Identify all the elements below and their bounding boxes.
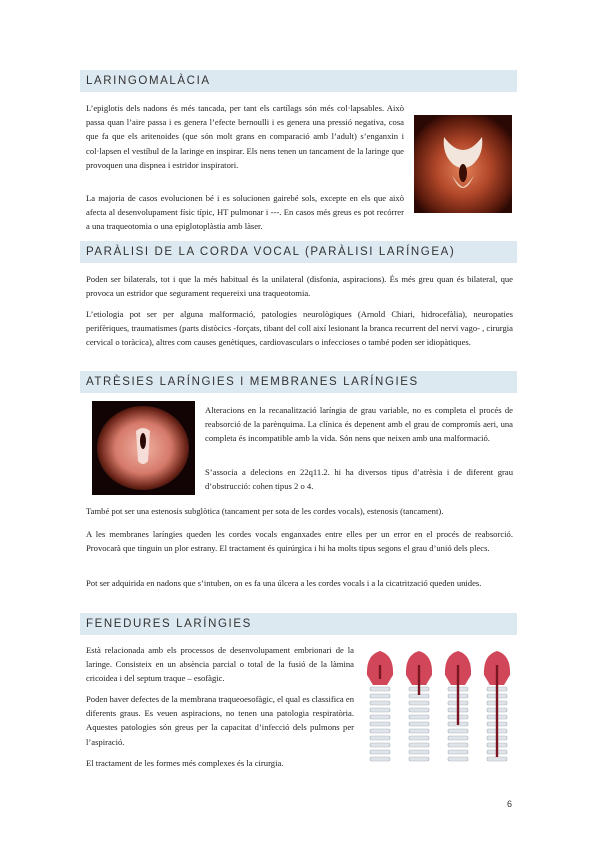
atresia-paragraph-2: S’associa a delecions en 22q11.2. hi ha diversos tipus d’atrèsia i de diferent grau d’obstrucció: cohen tipus 2 o 4.: [205, 467, 513, 492]
atresia-endoscopy-image: [92, 401, 195, 495]
atresia-paragraph-1: Alteracions en la recanalització laríngia de grau variable, no es completa el procés de reabsorció de la parènquima. La clínica és depenent amb el grau de compromís aeri, una completa és incompatible amb la vida. Són nens que neixen amb una malformació.: [205, 405, 513, 444]
cleft-paragraph-3: El tractament de les formes més complexes és la cirurgia.: [86, 758, 284, 768]
section-title-atresia: ATRÈSIES LARÍNGIES I MEMBRANES LARÍNGIES: [80, 371, 517, 393]
atresia-paragraph-4: A les membranes laríngies queden les cordes vocals enganxades entre elles per un error en el procés de reabsorció. Provocarà que tinguin un plor estrany. El tractament és quirúrgica i hi ha molts tipus segons el grau d’unió dels plecs.: [86, 529, 513, 554]
vocal-cord-paragraph-1: Poden ser bilaterals, tot i que la més habitual és la unilateral (disfonia, aspiracions). És més greu quan és bilateral, que provoca un estridor que segurament requereixi una traqueotomia.: [86, 274, 513, 299]
vocal-cord-paragraph-2: L’etiologia pot ser per alguna malformació, patologies neurològiques (Arnold Chiari, hidrocefàlia), neuropaties perifèriques, traumatismes (parts distòcics -forçats, tibant del coll així lesionant la branca recurrent del nervi vago- , cirurgia cervical o toràcica), altres com causes genètiques, cardiovasculars o infeccioses o també poden ser idiopàtiques.: [86, 309, 513, 348]
laryngomalacia-paragraph-2: La majoria de casos evolucionen bé i es solucionen gairebé sols, excepte en els que això afecta al desenvolupament físic típic, HT pulmonar i ---. En casos més greus es pot recórrer a una traqueotomia o una epiglotoplàstia amb làser.: [86, 193, 404, 232]
cleft-grade-figure: [406, 651, 432, 761]
cleft-grade-figure: [484, 651, 510, 761]
section-title-laryngomalacia: LARINGOMALÀCIA: [80, 70, 517, 92]
laryngomalacia-paragraph-1: L’epiglotis dels nadons és més tancada, per tant els cartílags són més col·lapsables. Això passa quan l’aire passa i es genera l’efecte bernoulli i es genera una pressió negativa, cosa que fa que els aritenoides (que són molt grans en comparació amb l’adult) s’enganxin i col·lapsen el vestíbul de la laringe en inspirar. Els nens tenen un tancament de la laringe que provoquen una dispnea i estridor inspiratori.: [86, 103, 404, 170]
section-title-vocal-cord-paralysis: PARÀLISI DE LA CORDA VOCAL (PARÀLISI LARÍNGEA): [80, 241, 517, 263]
section-title-laryngeal-clefts: FENEDURES LARÍNGIES: [80, 613, 517, 635]
page-number: 6: [507, 799, 513, 809]
atresia-paragraph-5: Pot ser adquirida en nadons que s’intuben, on es fa una úlcera a les cordes vocals i a la cicatrització queden unides.: [86, 578, 482, 588]
atresia-paragraph-3: També pot ser una estenosis subglòtica (tancament per sota de les cordes vocals), estenosis (tancament).: [86, 506, 444, 516]
laryngomalacia-endoscopy-image: [414, 115, 512, 213]
cleft-grade-figure: [367, 651, 393, 761]
cleft-paragraph-2: Poden haver defectes de la membrana traqueoesofàgic, el qual es classifica en diferents graus. Es veuen aspiracions, no tenen una patologia respiratòria. Aquestes patologies són greus per la capacitat d’infecció dels pulmons per l’aspiració.: [86, 694, 354, 747]
laryngeal-cleft-diagram: [360, 645, 518, 765]
cleft-grade-figure: [445, 651, 471, 761]
cleft-paragraph-1: Està relacionada amb els processos de desenvolupament embrionari de la laringe. Consisteix en un absència parcial o total de la fusió de la làmina cricoidea i del septum traque – esofàgic.: [86, 645, 354, 684]
